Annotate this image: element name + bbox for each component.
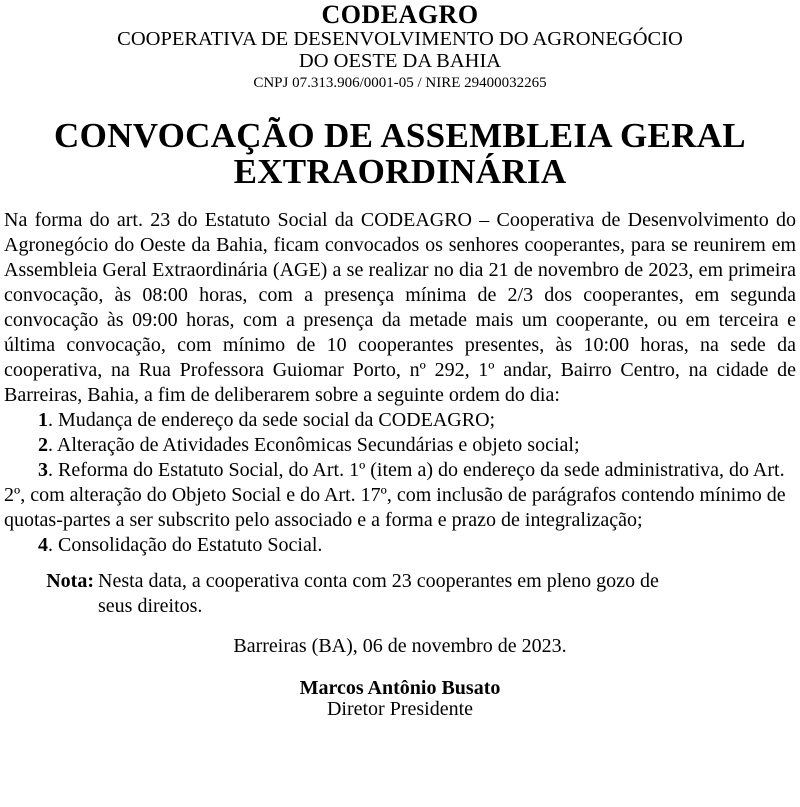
- note-label: Nota:: [46, 570, 94, 592]
- note-block: [4, 569, 796, 619]
- signer-name: Marcos Antônio Busato: [299, 677, 501, 699]
- org-name: CODEAGRO: [321, 0, 479, 29]
- agenda-item: [4, 433, 796, 458]
- org-full-name: [4, 28, 796, 72]
- agenda-item-number: 4: [38, 534, 48, 556]
- document-title: [4, 118, 796, 190]
- agenda-item-text: . Consolidação do Estatuto Social.: [48, 534, 323, 556]
- agenda-item-number: 1: [38, 409, 48, 431]
- intro-paragraph: Na forma do art. 23 do Estatuto Social da CODEAGRO – Cooperativa de Desenvolvimento do Agronegócio do Oeste da Bahia, ficam convocados os senhores cooperantes, para se reunirem em Assembleia Geral Extraordinária (AGE) a se realizar no dia 21 de novembro de 2023, em primeira convocação, às 08:00 horas, com a presença mínima de 2/3 dos cooperantes, em segunda convocação às 09:00 horas, com a presença da metade mais um cooperante, ou em terceira e última convocação, com mínimo de 10 cooperantes presentes, às 10:00 horas, na sede da cooperativa, na Rua Professora Guiomar Porto, nº 292, 1º andar, Bairro Centro, na cidade de Barreiras, Bahia, a fim de deliberarem sobre a seguinte ordem do dia:: [4, 209, 796, 406]
- place-and-date: Barreiras (BA), 06 de novembro de 2023.: [233, 635, 567, 657]
- agenda-item-text: . Reforma do Estatuto Social, do Art. 1º (item a) do endereço da sede administrativa, do Art. 2º, com alteração do Objeto Social e do Art. 17º, com inclusão de parágrafos contendo mínimo de quotas-partes a ser subscrito pelo associado e a forma e prazo de integralização;: [4, 459, 786, 531]
- note-text: Nesta data, a cooperativa conta com 23 cooperantes em pleno gozo de seus direitos.: [98, 570, 659, 617]
- agenda-item: [4, 458, 796, 533]
- document-body: [4, 208, 796, 558]
- registration-numbers: CNPJ 07.313.906/0001-05 / NIRE 29400032265: [253, 75, 547, 91]
- agenda-item-text: . Mudança de endereço da sede social da CODEAGRO;: [48, 409, 496, 431]
- agenda-item-number: 3: [38, 459, 48, 481]
- agenda-item-number: 2: [38, 434, 48, 456]
- agenda-item-text: . Alteração de Atividades Econômicas Secundárias e objeto social;: [48, 434, 580, 456]
- document-page: [0, 2, 800, 807]
- document-title-line2: EXTRAORDINÁRIA: [233, 152, 567, 191]
- document-title-line1: CONVOCAÇÃO DE ASSEMBLEIA GERAL: [54, 116, 746, 155]
- signer-role: Diretor Presidente: [326, 698, 474, 720]
- org-full-name-line1: COOPERATIVA DE DESENVOLVIMENTO DO AGRONEGÓCIO: [117, 28, 683, 50]
- org-full-name-line2: DO OESTE DA BAHIA: [298, 50, 502, 72]
- agenda-item: [4, 533, 796, 558]
- agenda-item: [4, 408, 796, 433]
